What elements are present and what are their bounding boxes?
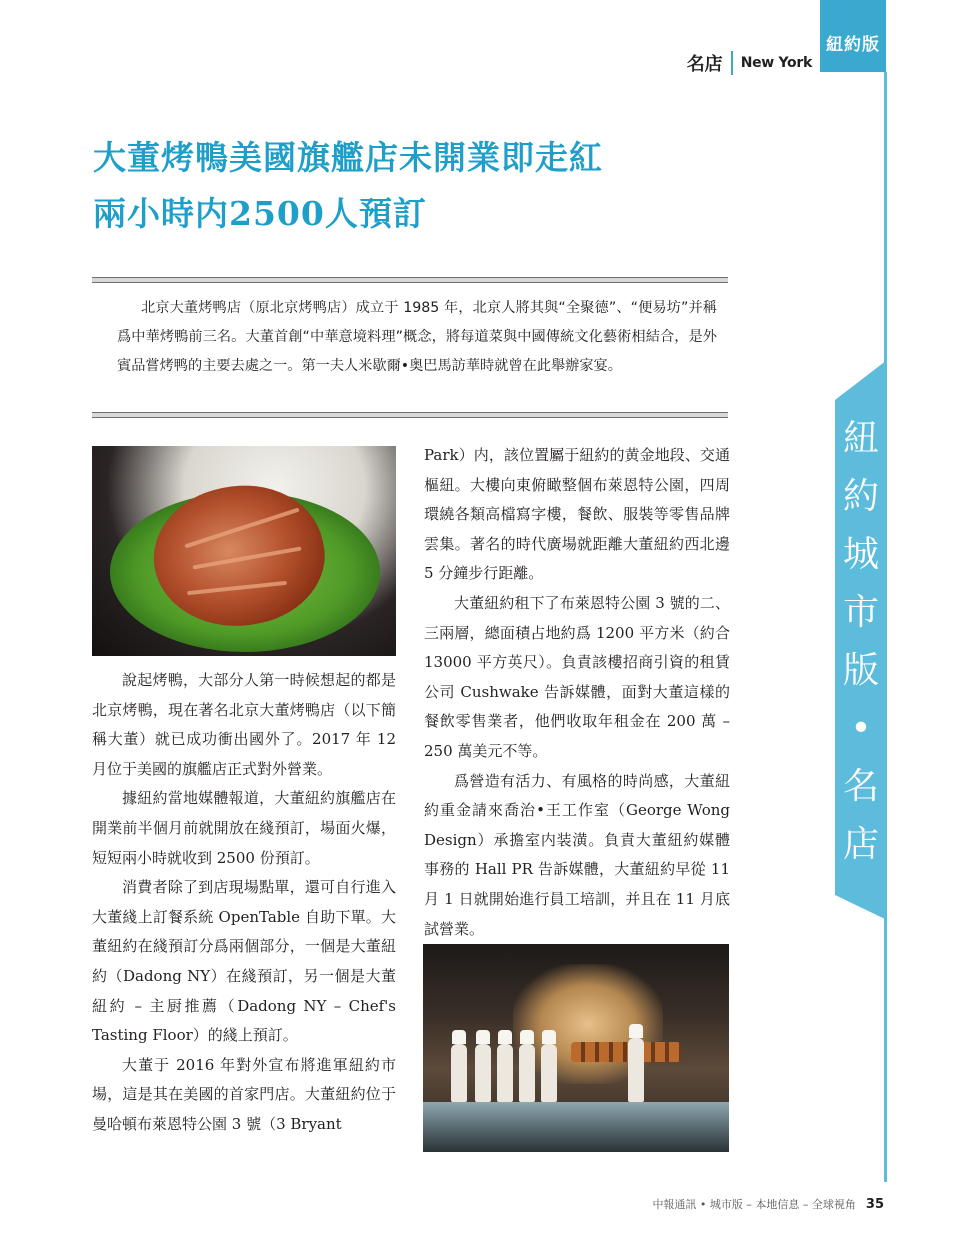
intro-paragraph: 北京大董烤鸭店（原北京烤鸭店）成立于 1985 年，北京人將其與“全聚德”、“便易坊”并稱爲中華烤鴨前三名。大董首創“中華意境料理”概念，將每道菜與中國傳統文化藝術相結合，是外賓品嘗烤鸭的主要去處之一。第一夫人米歇爾•奥巴馬訪華時就曾在此舉辦家宴。	[117, 300, 717, 374]
section-label-cn: 名店	[686, 54, 723, 75]
intro-rule-top	[92, 277, 728, 283]
chef-figure	[451, 1044, 467, 1102]
footer-text: 中報通訊 • 城市版 – 本地信息 – 全球視角	[652, 1198, 856, 1211]
side-banner-char: 名	[842, 766, 879, 807]
side-banner-text	[835, 410, 887, 874]
left-text-column	[92, 666, 396, 1140]
chef-figure	[541, 1044, 557, 1102]
article-headline	[93, 130, 733, 242]
page-number: 35	[865, 1196, 884, 1212]
body-paragraph: 消費者除了到店現場點單，還可自行進入大董綫上訂餐系統 OpenTable 自助下單。大董紐約在綫預訂分爲兩個部分，一個是大董紐約（Dadong NY）在綫預訂，另一個是大董紐約 – 主厨推薦（Dadong NY – Chef's Tasting Floor）的綫上預訂。	[92, 878, 396, 1045]
edition-tab: 紐約版	[820, 0, 886, 72]
side-banner-char: 店	[842, 824, 879, 865]
headline-line-2: 兩小時内2500人預訂	[93, 194, 427, 233]
chef-figure	[497, 1044, 513, 1102]
section-divider	[731, 51, 733, 75]
body-paragraph: 說起烤鴨，大部分人第一時候想起的都是北京烤鴨，現在著名北京大董烤鴨店（以下簡稱大董）就已成功衝出國外了。2017 年 12 月位于美國的旗艦店正式對外營業。	[92, 671, 396, 778]
page-footer	[652, 1196, 884, 1212]
side-banner-char: 市	[842, 592, 879, 633]
section-header	[687, 50, 812, 76]
body-paragraph: 大董于 2016 年對外宣布將進軍紐約市場，這是其在美國的首家門店。大董紐約位于曼哈頓布萊恩特公園 3 號（3 Bryant	[92, 1055, 396, 1133]
side-banner-char: •	[850, 708, 872, 749]
body-paragraph: 爲營造有活力、有風格的時尚感，大董紐約重金請來喬治•王工作室（George Wong Design）承擔室内装潢。負責大董紐約媒體事務的 Hall PR 告訴媒體，大董紐約早從 11 月 1 日就開始進行員工培訓，并且在 11 月底試營業。	[424, 771, 730, 938]
hanging-ducks	[571, 1042, 681, 1062]
body-paragraph: 大董紐約租下了布萊恩特公園 3 號的二、三兩層，總面積占地約爲 1200 平方米（約合 13000 平方英尺）。負責該樓招商引資的租賃公司 Cushwake 告訴媒體，面對大董這樣的餐飲零售業者，他們收取年租金在 200 萬 –250 萬美元不等。	[424, 593, 730, 760]
side-banner-char: 版	[842, 650, 879, 691]
side-banner-char: 城	[842, 534, 879, 575]
chef-figure	[628, 1038, 644, 1102]
side-banner-char: 約	[842, 476, 879, 517]
body-paragraph: Park）内，該位置屬于紐約的黄金地段、交通樞紐。大樓向東俯瞰整個布萊恩特公園，四周環繞各類高檔寫字樓，餐飲、服裝等零售品牌雲集。著名的時代廣場就距離大董紐約西北邊 5 分鐘步行距離。	[424, 446, 730, 583]
roast-duck-photo	[92, 446, 396, 656]
section-label-en: New York	[740, 55, 812, 71]
restaurant-kitchen-photo	[423, 944, 729, 1152]
body-paragraph: 據紐約當地媒體報道，大董紐約旗艦店在開業前半個月前就開放在綫預訂，場面火爆，短短兩小時就收到 2500 份預訂。	[92, 789, 396, 867]
side-banner-char: 紐	[842, 418, 879, 459]
glass-counter	[423, 1102, 729, 1152]
headline-line-1: 大董烤鴨美國旗艦店未開業即走紅	[93, 138, 603, 177]
chef-figure	[475, 1044, 491, 1102]
intro-rule-bottom	[92, 412, 728, 418]
right-text-column	[424, 441, 730, 944]
chef-figure	[519, 1044, 535, 1102]
